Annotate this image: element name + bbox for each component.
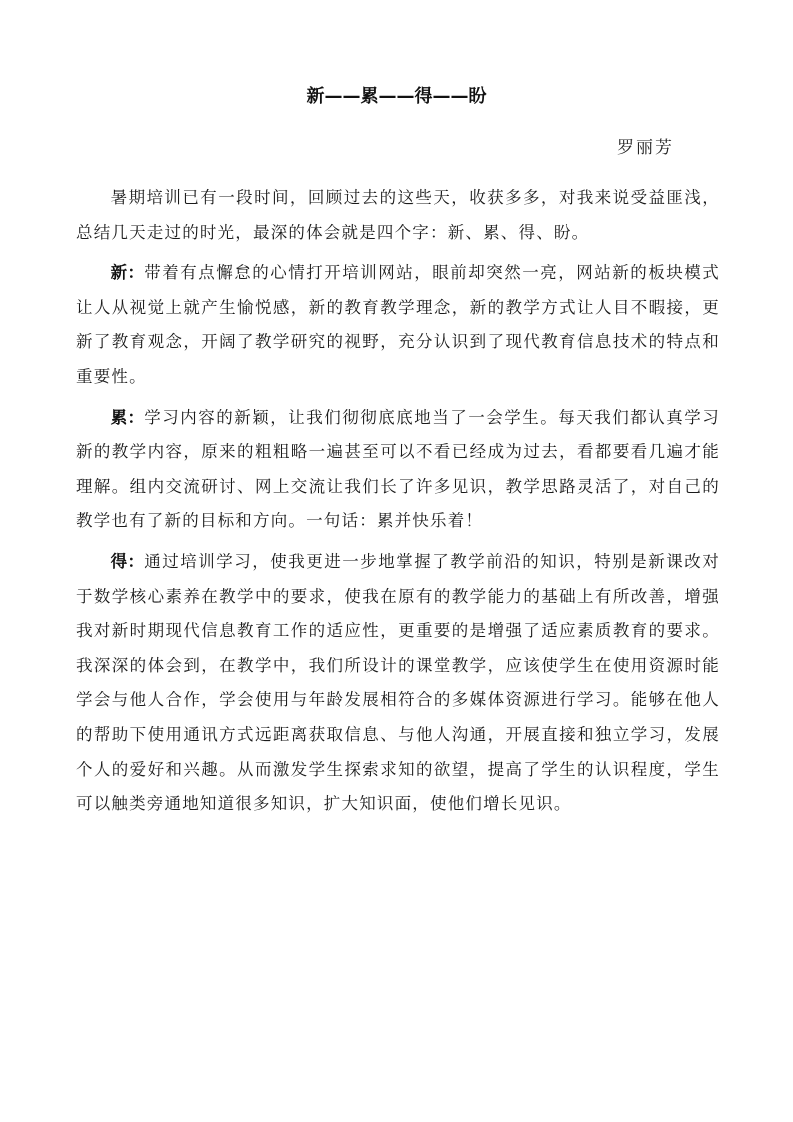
paragraph-lead: 得：	[110, 551, 145, 571]
paragraph-gain	[76, 545, 720, 822]
paragraph-text: 带着有点懈怠的心情打开培训网站，眼前却突然一亮，网站新的板块模式让人从视觉上就产生愉悦感，新的教育教学理念，新的教学方式让人目不暇接，更新了教育观念，开阔了教学研究的视野，充分认识到了现代教育信息技术的特点和重要性。	[76, 263, 720, 386]
paragraph-text: 暑期培训已有一段时间，回顾过去的这些天，收获多多，对我来说受益匪浅，总结几天走过的时光，最深的体会就是四个字：新、累、得、盼。	[76, 188, 720, 242]
paragraph-intro	[76, 181, 720, 250]
document-body	[76, 181, 720, 822]
paragraph-lead: 新：	[110, 263, 145, 283]
paragraph-lead: 累：	[110, 407, 145, 427]
paragraph-tired	[76, 401, 720, 539]
author-name: 罗丽芳	[617, 138, 674, 158]
document-title: 新——累——得——盼	[306, 86, 487, 107]
paragraph-text: 通过培训学习，使我更进一步地掌握了教学前沿的知识，特别是新课改对于数学核心素养在教学中的要求，使我在原有的教学能力的基础上有所改善，增强我对新时期现代信息教育工作的适应性，更重要的是增强了适应素质教育的要求。我深深的体会到，在教学中，我们所设计的课堂教学，应该使学生在使用资源时能学会与他人合作，学会使用与年龄发展相符合的多媒体资源进行学习。能够在他人的帮助下使用通讯方式远距离获取信息、与他人沟通，开展直接和独立学习，发展个人的爱好和兴趣。从而激发学生探索求知的欲望，提高了学生的认识程度，学生可以触类旁通地知道很多知识，扩大知识面，使他们增长见识。	[76, 551, 720, 814]
paragraph-text: 学习内容的新颖，让我们彻彻底底地当了一会学生。每天我们都认真学习新的教学内容，原来的粗粗略一遍甚至可以不看已经成为过去，看都要看几遍才能理解。组内交流研讨、网上交流让我们长了许多见识，教学思路灵活了，对自己的教学也有了新的目标和方向。一句话：累并快乐着！	[76, 407, 720, 531]
paragraph-new	[76, 256, 720, 394]
